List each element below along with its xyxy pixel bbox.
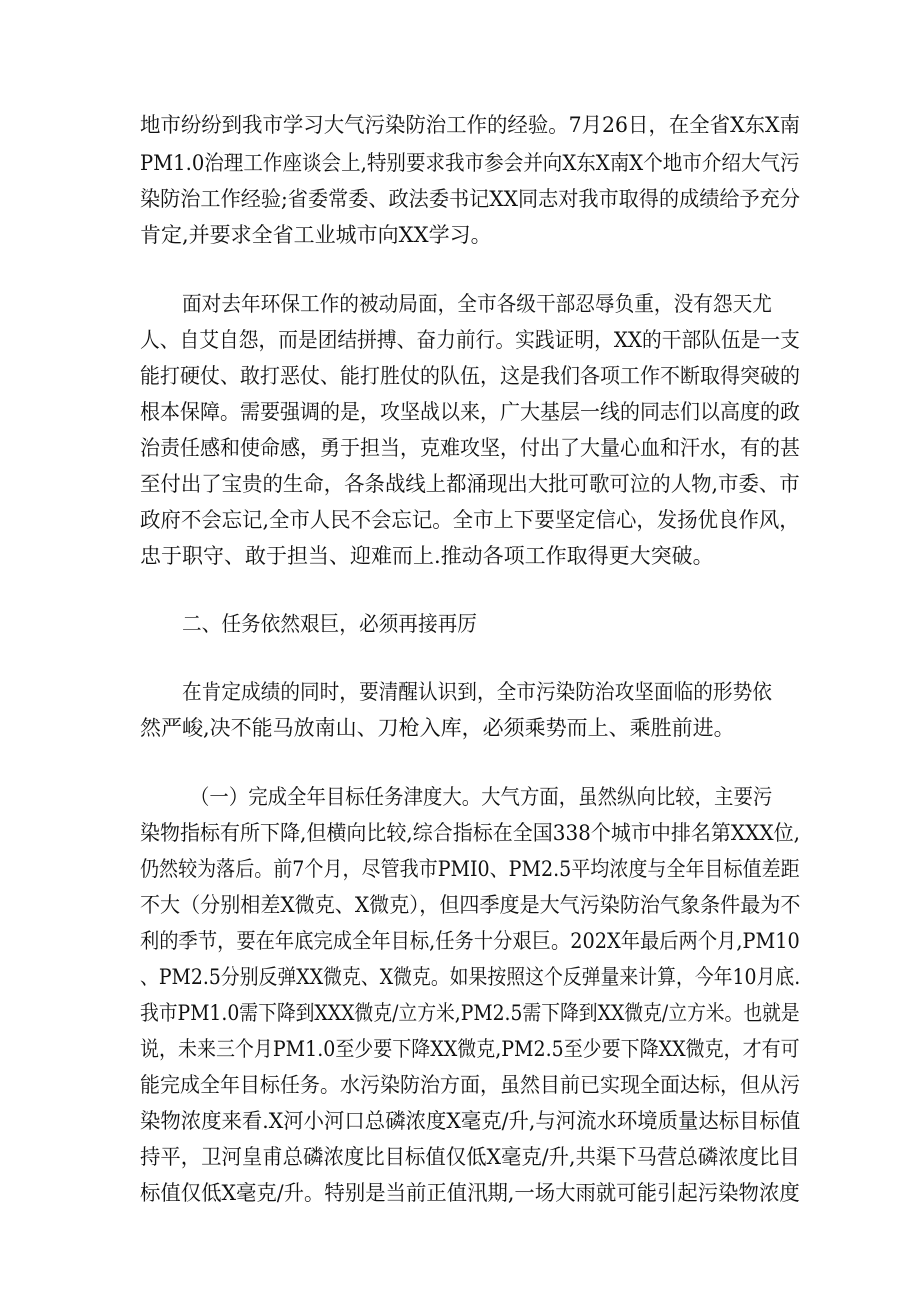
paragraph-2-line-2: 人、自艾自怨，而是团结拼搏、奋力前行。实践证明，XX的干部队伍是一支: [140, 328, 800, 352]
paragraph-2-line-6: 至付出了宝贵的生命，各条战线上都涌现出大批可歌可泣的人物,市委、市: [140, 472, 800, 496]
paragraph-4-line-11: 持平，卫河皇甫总磷浓度比目标值仅低X毫克/升,共渠下马营总磷浓度比目: [140, 1145, 800, 1169]
paragraph-2-line-7: 政府不会忘记,全市人民不会忘记。全市上下要坚定信心，发扬优良作风，: [140, 508, 800, 532]
paragraph-4-line-5: 利的季节，要在年底完成全年目标,任务十分艰巨。202X年最后两个月,PM10: [140, 929, 800, 953]
paragraph-1-line-3: 染防治工作经验;省委常委、政法委书记XX同志对我市取得的成绩给予充分: [140, 187, 800, 211]
paragraph-4-line-1: （一）完成全年目标任务津度大。大气方面，虽然纵向比较，主要污: [190, 785, 773, 809]
paragraph-2-line-4: 根本保障。需要强调的是，攻坚战以来，广大基层一线的同志们以高度的政: [140, 400, 800, 424]
section-heading: 二、任务依然艰巨，必须再接再厉: [182, 612, 477, 636]
paragraph-4-line-4: 不大（分别相差X微克、X微克），但四季度是大气污染防治气象条件最为不: [140, 893, 801, 917]
paragraph-2-line-3: 能打硬仗、敢打恶仗、能打胜仗的队伍，这是我们各项工作不断取得突破的: [140, 364, 800, 388]
paragraph-4-line-6: 、PM2.5分别反弹XX微克、X微克。如果按照这个反弹量来计算，今年10月底.: [140, 965, 801, 989]
paragraph-4-line-12: 标值仅低X毫克/升。特别是当前正值汛期,一场大雨就可能引起污染物浓度: [140, 1181, 800, 1205]
paragraph-1-line-4: 肯定,并要求全省工业城市向XX学习。: [140, 223, 492, 247]
paragraph-4-line-7: 我市PM1.0需下降到XXX微克/立方米,PM2.5需下降到XX微克/立方米。也就是: [140, 1001, 800, 1025]
paragraph-2-line-5: 治责任感和使命感，勇于担当，克难攻坚，付出了大量心血和汗水，有的甚: [140, 436, 800, 460]
paragraph-4-line-2: 染物指标有所下降,但横向比较,综合指标在全国338个城市中排名第XXX位,: [140, 821, 800, 845]
paragraph-3-line-2: 然严峻,决不能马放南山、刀枪入库，必须乘势而上、乘胜前进。: [140, 716, 735, 740]
paragraph-4-line-9: 能完成全年目标任务。水污染防治方面，虽然目前已实现全面达标，但从污: [140, 1073, 800, 1097]
paragraph-4-line-8: 说，未来三个月PM1.0至少要下降XX微克,PM2.5至少要下降XX微克，才有可: [140, 1037, 800, 1061]
paragraph-2-line-8: 忠于职守、敢于担当、迎难而上.推动各项工作取得更大突破。: [140, 544, 714, 568]
paragraph-1-line-1: 地市纷纷到我市学习大气污染防治工作的经验。7月26日，在全省X东X南: [140, 113, 800, 137]
paragraph-1-line-2: PM1.0治理工作座谈会上,特别要求我市参会并向X东X南X个地市介绍大气污: [140, 151, 800, 175]
paragraph-3-line-1: 在肯定成绩的同时，要清醒认识到，全市污染防治攻坚面临的形势依: [182, 680, 772, 704]
paragraph-2-line-1: 面对去年环保工作的被动局面，全市各级干部忍辱负重，没有怨天尤: [182, 292, 772, 316]
paragraph-4-line-3: 仍然较为落后。前7个月，尽管我市PMI0、PM2.5平均浓度与全年目标值差距: [140, 857, 800, 881]
paragraph-4-line-10: 染物浓度来看.X河小河口总磷浓度X毫克/升,与河流水环境质量达标目标值: [140, 1109, 801, 1133]
